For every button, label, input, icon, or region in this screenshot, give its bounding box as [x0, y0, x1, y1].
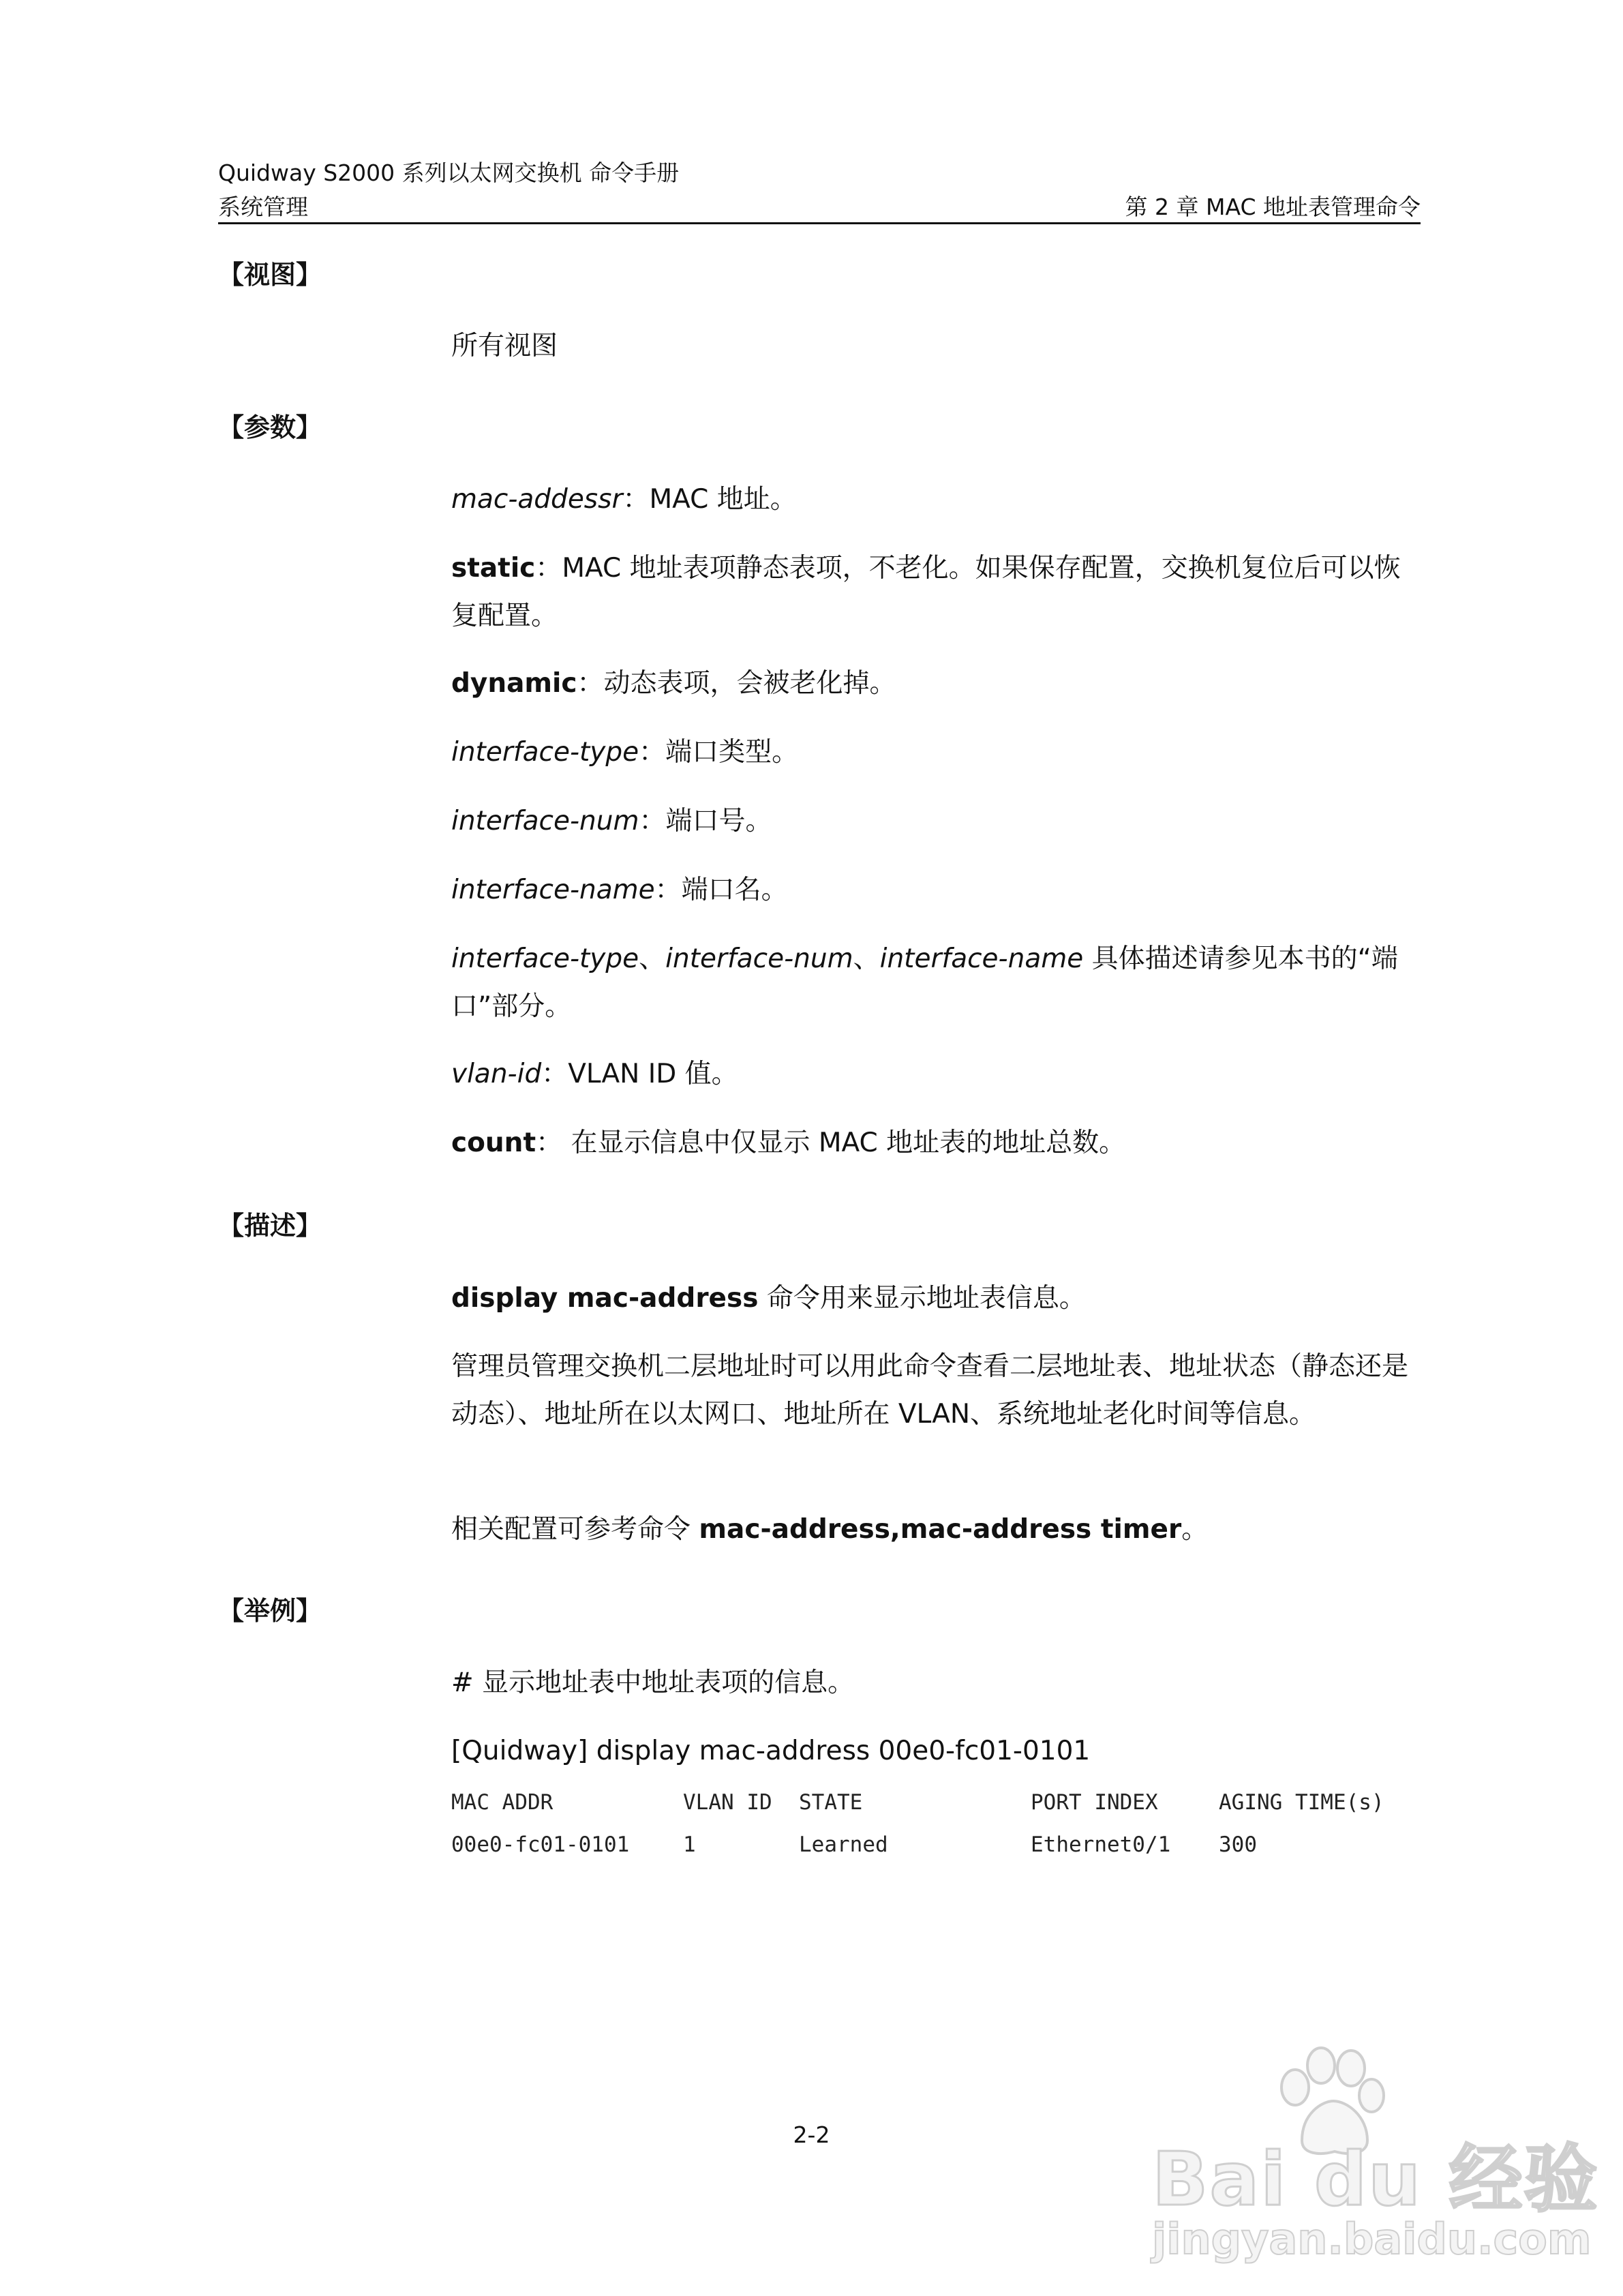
- cell-mac-addr: 00e0-fc01-0101: [451, 1832, 630, 1857]
- param-term: vlan-id: [451, 1059, 542, 1089]
- command-name: display mac-address: [451, 1283, 759, 1314]
- param-desc: ：端口类型。: [639, 737, 799, 768]
- param-interface-name: [451, 866, 1419, 914]
- param-interface-all: [451, 935, 1419, 1031]
- cell-port-index: Ethernet0/1: [1031, 1832, 1171, 1857]
- column-vlan-id: VLAN ID: [683, 1790, 772, 1815]
- desc-text: 相关配置可参考命令: [451, 1514, 699, 1545]
- param-interface-num: [451, 798, 1419, 845]
- param-interface-type: [451, 729, 1419, 776]
- param-term: interface-num: [665, 943, 853, 974]
- header-part: 系统管理: [218, 194, 308, 220]
- column-state: STATE: [799, 1790, 863, 1815]
- param-static: [451, 545, 1419, 640]
- watermark-brand: Bai du 经验: [1152, 2137, 1599, 2222]
- param-term: interface-type: [451, 943, 639, 974]
- separator: 、: [853, 943, 880, 974]
- desc-text: 。: [1181, 1514, 1209, 1545]
- param-desc: ：MAC 地址。: [622, 484, 797, 515]
- cell-aging-time: 300: [1219, 1832, 1257, 1857]
- param-count: [451, 1119, 1419, 1167]
- param-term: interface-name: [451, 875, 655, 905]
- param-desc: ：动态表项，会被老化掉。: [577, 668, 896, 699]
- view-text: 所有视图: [451, 331, 558, 361]
- baidu-watermark: [1152, 2045, 1599, 2270]
- desc-text: 命令用来显示地址表信息。: [758, 1283, 1086, 1314]
- section-params-title: 【参数】: [218, 412, 322, 442]
- param-mac-address: [451, 476, 1419, 524]
- page-number: 2-2: [793, 2121, 830, 2148]
- param-desc: ： 在显示信息中仅显示 MAC 地址表的地址总数。: [536, 1128, 1126, 1158]
- section-example-title: 【举例】: [218, 1596, 322, 1626]
- desc-paragraph-3: [451, 1506, 1419, 1554]
- desc-paragraph-2: 管理员管理交换机二层地址时可以用此命令查看二层地址表、地址状态（静态还是动态）、地址所在以太网口、地址所在 VLAN、系统地址老化时间等信息。: [451, 1351, 1409, 1430]
- command-name: mac-address,mac-address timer: [699, 1514, 1182, 1545]
- column-aging-time: AGING TIME(s): [1219, 1790, 1384, 1815]
- column-port-index: PORT INDEX: [1031, 1790, 1158, 1815]
- page-header: [218, 151, 1421, 224]
- section-desc-title: 【描述】: [218, 1211, 322, 1241]
- param-desc: 具体描述请参见本书的“端口”部分。: [451, 943, 1398, 1022]
- header-chapter: 第 2 章 MAC 地址表管理命令: [1125, 194, 1421, 220]
- cell-state: Learned: [799, 1832, 888, 1857]
- cell-vlan-id: 1: [683, 1832, 696, 1857]
- param-term: dynamic: [451, 668, 577, 699]
- header-book-title: Quidway S2000 系列以太网交换机 命令手册: [218, 160, 680, 186]
- param-desc: ：VLAN ID 值。: [541, 1059, 738, 1089]
- param-term: interface-type: [451, 737, 639, 768]
- param-term: interface-name: [879, 943, 1084, 974]
- param-dynamic: [451, 660, 1419, 708]
- param-term: static: [451, 553, 536, 584]
- param-desc: ：MAC 地址表项静态表项，不老化。如果保存配置，交换机复位后可以恢复配置。: [451, 553, 1401, 631]
- example-command: [Quidway] display mac-address 00e0-fc01-0101: [451, 1736, 1091, 1766]
- section-view-title: 【视图】: [218, 260, 322, 290]
- column-mac-addr: MAC ADDR: [451, 1790, 553, 1815]
- example-comment: # 显示地址表中地址表项的信息。: [451, 1667, 855, 1698]
- separator: 、: [639, 943, 666, 974]
- watermark-url: jingyan.baidu.com: [1152, 2214, 1592, 2264]
- param-term: count: [451, 1128, 536, 1158]
- param-desc: ：端口名。: [654, 875, 788, 905]
- desc-paragraph-1: [451, 1275, 1419, 1323]
- param-desc: ：端口号。: [639, 806, 772, 836]
- param-term: interface-num: [451, 806, 639, 836]
- param-term: mac-addessr: [451, 484, 623, 515]
- param-vlan-id: [451, 1051, 1419, 1098]
